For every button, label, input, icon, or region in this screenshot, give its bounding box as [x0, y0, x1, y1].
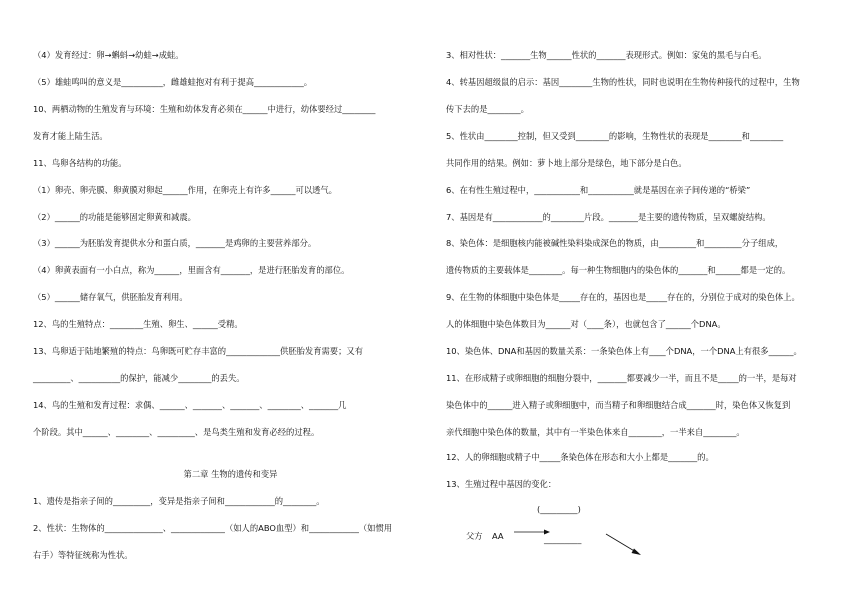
text-line: 8、染色体：是细胞核内能被碱性染料染成深色的物质，由_________和_________分子组成，	[446, 238, 784, 248]
diagram-blank-mid: _________	[544, 534, 582, 544]
text-line: 染色体中的______进入精子或卵细胞中，而当精子和卵细胞结合成_______时，染色体又恢复到	[446, 400, 791, 410]
text-line: （2）______的功能是能够固定卵黄和减震。	[33, 212, 196, 222]
text-line: 4、转基因超级鼠的启示：基因________生物的性状，同时也说明在生物传种接代的过程中，生物	[446, 77, 800, 87]
text-line: （5）______储存氧气，供胚胎发育利用。	[33, 292, 188, 302]
text-line: 1、遗传是指亲子间的_________，变异是指亲子间和____________的________。	[33, 496, 325, 506]
genotype-label: AA	[492, 531, 504, 541]
chapter-title: 第二章 生物的遗传和变异	[183, 469, 278, 479]
text-line: 12、人的卵细胞或精子中_____条染色体在形态和大小上都是_______的。	[446, 452, 714, 462]
text-line: 13、鸟卵适于陆地繁殖的特点：鸟卵既可贮存丰富的_____________供胚胎发育需要；又有	[33, 346, 363, 356]
text-line: 14、鸟的生殖和发育过程：求偶、______、_______、_______、________、_______几	[33, 400, 347, 410]
text-line: 传下去的是________。	[446, 104, 529, 114]
text-line: 12、鸟的生殖特点：________生殖、卵生、______受精。	[33, 319, 243, 329]
text-line: 6、在有性生殖过程中，___________和___________就是基因在亲子间传递的“桥梁”	[446, 185, 751, 195]
diagram-blank-top: (_________)	[537, 504, 581, 514]
text-line: （4）卵黄表面有一小白点，称为______，里面含有_______，是进行胚胎发育的部位。	[33, 265, 350, 275]
text-line: （1）卵壳、卵壳膜、卵黄膜对卵起______作用，在卵壳上有许多______可以透气。	[33, 185, 337, 195]
text-line: 7、基因是有____________的________片段。_______是主要的遗传物质，呈双螺旋结构。	[446, 212, 771, 222]
text-line: 右手）等特征统称为性状。	[33, 550, 133, 560]
text-line: 亲代细胞中染色体的数量，其中有一半染色体来自________，一半来自________。	[446, 427, 745, 437]
text-line: 13、生殖过程中基因的变化：	[446, 479, 557, 489]
text-line: （5）雄蛙鸣叫的意义是__________，雌雄蛙抱对有利于提高____________。	[33, 77, 313, 87]
father-label: 父方	[466, 531, 483, 541]
text-line: 10、染色体、DNA和基因的数量关系：一条染色体上有____个DNA，一个DNA上有很多______。	[446, 346, 802, 356]
arrowhead	[632, 549, 642, 556]
text-line: （4）发育经过：卵→蝌蚪→幼蛙→成蛙。	[33, 50, 184, 60]
text-line: 9、在生物的体细胞中染色体是_____存在的，基因也是_____存在的，分别位于成对的染色体上。	[446, 292, 800, 302]
text-line: 人的体细胞中染色体数目为______对（____条），也就包含了______个DNA。	[446, 319, 726, 329]
text-line: _________、__________的保护，能减少________的丢失。	[33, 373, 245, 383]
gene-inheritance-diagram	[460, 500, 680, 570]
text-line: 11、鸟卵各结构的功能。	[33, 158, 127, 168]
text-line: 3、相对性状：_______生物______性状的_______表现形式。例如：家兔的黑毛与白毛。	[446, 50, 767, 60]
text-line: 2、性状：生物体的______________、_____________（如人的ABO血型）和____________（如惯用	[33, 523, 393, 533]
text-line: 5、性状由________控制，但又受到________的影响，生物性状的表现是________和________	[446, 131, 784, 141]
arrow-diagonal	[606, 534, 636, 552]
text-line: （3）______为胚胎发育提供水分和蛋白质，_______是鸡卵的主要营养部分。	[33, 238, 317, 248]
text-line: 个阶段。其中______、________、_________、是鸟类生殖和发育必经的过程。	[33, 427, 320, 437]
text-line: 发育才能上陆生活。	[33, 131, 108, 141]
text-line: 10、两栖动物的生殖发育与环境：生殖和幼体发育必须在______中进行，幼体要经过________	[33, 104, 376, 114]
text-line: 11、在形成精子或卵细胞的细胞分裂中，_______都要减少一半，而且不是_____的一半，是每对	[446, 373, 797, 383]
text-line: 遗传物质的主要载体是________。每一种生物细胞内的染色体的_______和______都是一定的。	[446, 265, 791, 275]
text-line: 共同作用的结果。例如：萝卜地上部分是绿色，地下部分是白色。	[446, 158, 687, 168]
